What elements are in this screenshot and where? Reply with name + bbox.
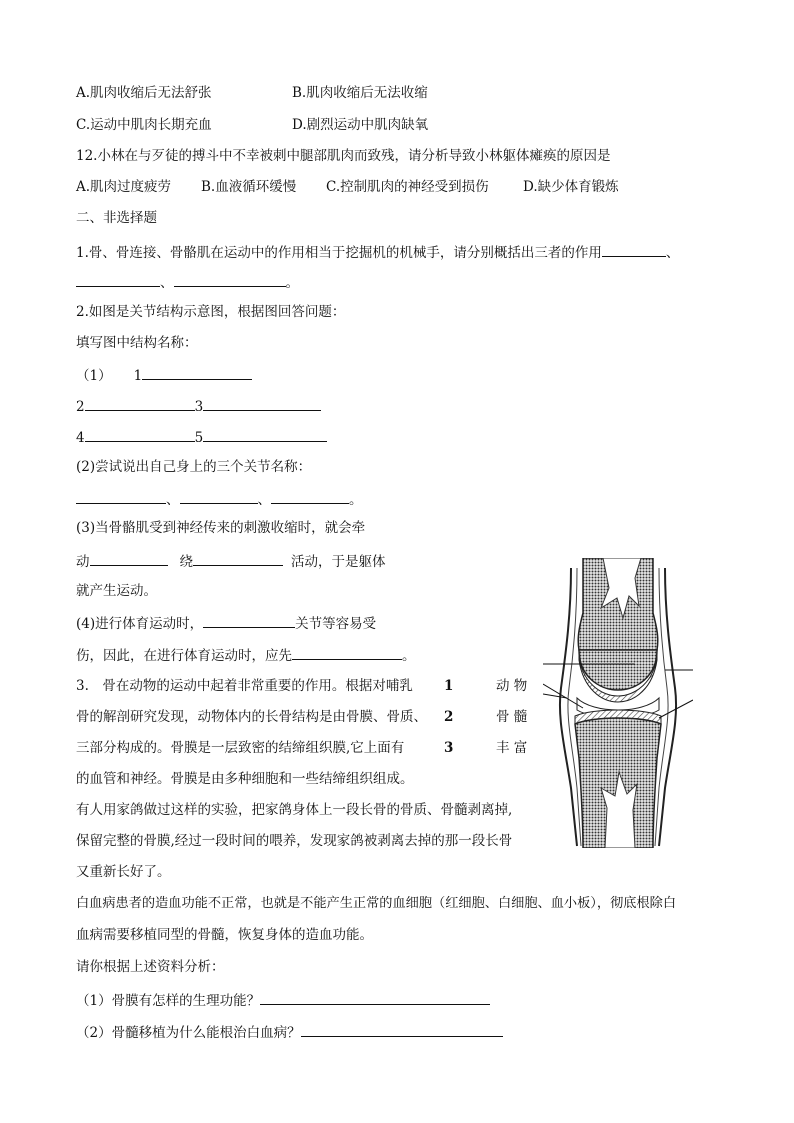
- q3-sq1-text: （1）骨膜有怎样的生理功能？: [76, 993, 261, 1009]
- q1-blank-1[interactable]: [602, 242, 666, 257]
- q3-line4: 的血管和神经。骨膜是由多种细胞和一些结缔组织组成。: [76, 771, 414, 787]
- q3-line8: 白血病患者的造血功能不正常，也就是不能产生正常的血细胞（红细胞、白细胞、血小板），彻底根除白: [76, 896, 677, 911]
- q2-n1: 1: [133, 368, 143, 384]
- q3-line7: 又重新长好了。: [76, 864, 171, 880]
- q1-end: 。: [285, 275, 299, 291]
- q2-blank-4[interactable]: [85, 427, 195, 442]
- q2-p4-blank-1[interactable]: [203, 613, 295, 628]
- q3-line5: 有人用家鸽做过这样的实验，把家鸽身体上一段长骨的骨质、骨髓剥离掉,: [76, 802, 513, 818]
- q3-line6: 保留完整的骨膜,经过一段时间的喂养，发现家鸽被剥离去掉的那一段长骨: [76, 833, 513, 849]
- q3-subquestion-2: [76, 1022, 503, 1042]
- q2-row-2-3: [76, 396, 321, 416]
- q1-stem-line: [76, 242, 679, 262]
- q2-p4-end: 。: [402, 648, 416, 664]
- q3-subquestion-1: [76, 990, 490, 1010]
- q2-p2-sep-1: 、: [166, 492, 180, 508]
- q1-comma: 、: [665, 245, 680, 261]
- q1-sep: 、: [160, 275, 174, 291]
- q2-joint-blank-3[interactable]: [271, 489, 349, 504]
- figure-label-2: 2: [444, 709, 454, 725]
- q11-option-d: D.剧烈运动中肌肉缺氧: [292, 117, 429, 133]
- joint-diagram-svg: [543, 558, 693, 848]
- q2-p4-c: 伤，因此，在进行体育运动时，应先: [76, 648, 292, 664]
- q1-blank-2[interactable]: [76, 272, 160, 287]
- figure-label-3: 3: [444, 740, 454, 756]
- q12-stem: 12.小林在与歹徒的搏斗中不幸被刺中腿部肌肉而致残，请分析导致小林躯体瘫痪的原因是: [76, 148, 611, 164]
- q2-p3-a: 动: [76, 554, 90, 570]
- joint-structure-figure: [543, 558, 693, 848]
- q3-sq2-blank[interactable]: [301, 1022, 503, 1037]
- q12-option-d: D.缺少体育锻炼: [523, 179, 619, 195]
- q2-p4-line1: [76, 613, 376, 633]
- q2-p3-b: 绕: [179, 554, 193, 570]
- q2-p2-sep-2: 、: [257, 492, 271, 508]
- q2-p4-a: (4)进行体育运动时，: [76, 616, 204, 632]
- q12-option-c: C.控制肌肉的神经受到损伤: [326, 179, 489, 195]
- q1-stem: 1.骨、骨连接、骨骼肌在运动中的作用相当于挖掘机的机械手，请分别概括出三者的作用: [76, 245, 602, 261]
- q2-p2-end: 。: [349, 492, 363, 508]
- q2-n5: 5: [194, 430, 204, 446]
- q2-joint-blank-1[interactable]: [76, 489, 166, 504]
- q2-blank-2[interactable]: [85, 396, 195, 411]
- q3-line1-tail: 动 物: [496, 678, 528, 694]
- q2-p3-line1: (3)当骨骼肌受到神经传来的刺激收缩时，就会牵: [76, 520, 366, 536]
- q12-option-b: B.血液循环缓慢: [201, 179, 297, 195]
- q2-p3-c: 活动，于是躯体: [291, 554, 386, 570]
- q2-p4-line2: [76, 645, 416, 665]
- section-title: 二、非选择题: [76, 210, 157, 226]
- q2-joint-blank-2[interactable]: [180, 489, 258, 504]
- q2-p3-blank-1[interactable]: [90, 551, 168, 566]
- q2-stem: 2.如图是关节结构示意图，根据图回答问题：: [76, 304, 346, 320]
- q2-p3-line3: 就产生运动。: [76, 583, 157, 599]
- q2-p3-blank-2[interactable]: [193, 551, 283, 566]
- q3-sq2-text: （2）骨髓移植为什么能根治白血病？: [76, 1025, 301, 1041]
- q2-p3-line2: [76, 551, 386, 571]
- q2-blank-3[interactable]: [203, 396, 321, 411]
- q2-p1-line: [76, 365, 252, 385]
- q2-fill-names: 填写图中结构名称：: [76, 335, 198, 351]
- q3-line3: 三部分构成的。骨膜是一层致密的结缔组织膜,它上面有: [76, 740, 405, 756]
- q1-blanks-line: [76, 272, 299, 292]
- q2-p4-b: 关节等容易受: [295, 616, 377, 632]
- figure-label-1: 1: [444, 678, 454, 694]
- q2-n3: 3: [194, 399, 204, 415]
- q2-p1-label: （1）: [76, 368, 112, 384]
- q3-sq1-blank[interactable]: [260, 990, 490, 1005]
- q3-line2: 骨的解剖研究发现，动物体内的长骨结构是由骨膜、骨质、: [76, 709, 427, 725]
- q11-option-c: C.运动中肌肉长期充血: [76, 117, 212, 133]
- q2-n4: 4: [76, 430, 85, 446]
- q3-line2-tail: 骨 髓: [496, 709, 528, 725]
- q11-option-a: A.肌肉收缩后无法舒张: [76, 85, 212, 101]
- q2-p2: (2)尝试说出自己身上的三个关节名称：: [76, 459, 312, 475]
- q3-line10: 请你根据上述资料分析：: [76, 959, 225, 975]
- q11-option-b: B.肌肉收缩后无法收缩: [292, 85, 428, 101]
- q2-p2-blanks: [76, 489, 363, 509]
- q2-n2: 2: [76, 399, 85, 415]
- q3-line1: 3. 骨在动物的运动中起着非常重要的作用。根据对哺乳: [76, 678, 413, 694]
- q3-line3-tail: 丰 富: [496, 740, 528, 756]
- q2-p4-blank-2[interactable]: [292, 645, 402, 660]
- q12-option-a: A.肌肉过度疲劳: [76, 179, 172, 195]
- q2-row-4-5: [76, 427, 327, 447]
- q3-line9: 血病需要移植同型的骨髓，恢复身体的造血功能。: [76, 927, 373, 943]
- q2-blank-5[interactable]: [203, 427, 327, 442]
- q1-blank-3[interactable]: [174, 272, 286, 287]
- q2-blank-1[interactable]: [142, 365, 252, 380]
